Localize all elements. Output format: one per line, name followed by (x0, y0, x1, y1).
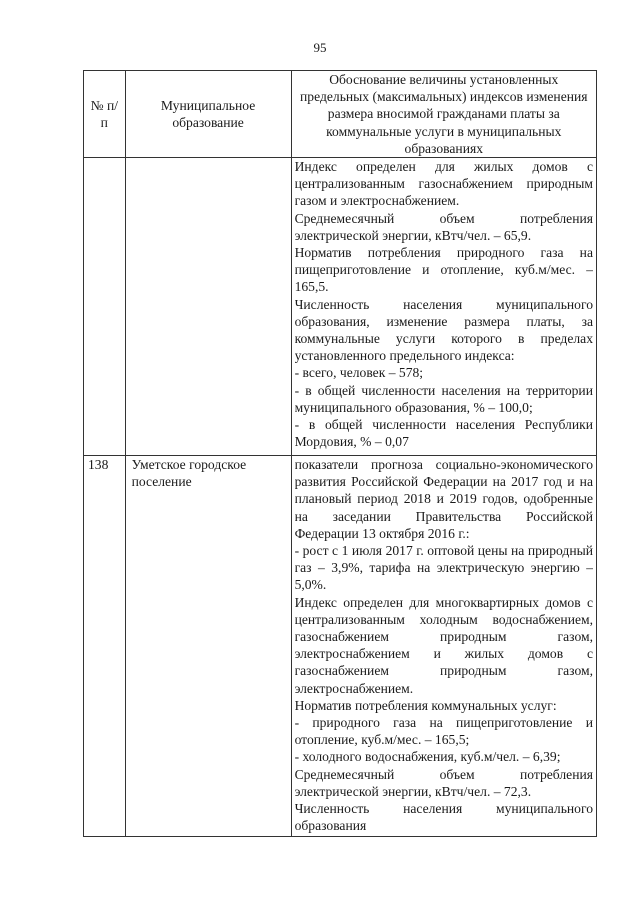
justification-line: - природного газа на пищеприготовление и отопление, куб.м/мес. – 165,5; (294, 715, 593, 748)
justification-line: Норматив потребления коммунальных услуг: (294, 697, 557, 713)
row-justification (291, 158, 596, 456)
indices-table (83, 70, 597, 837)
table-row (84, 456, 597, 837)
table-row (84, 158, 597, 456)
header-num: № п/п (84, 71, 126, 158)
justification-line: Индекс определен для многоквартирных домов с централизованным холодным водоснабжением, газоснабжением природным газом, электроснабжением и жилых домов с газоснабжением природным газом, электроснабжением. (294, 594, 593, 696)
justification-line: - рост с 1 июля 2017 г. оптовой цены на природный газ – 3,9%, тарифа на электрическую энергию – 5,0%. (294, 543, 593, 593)
header-justification: Обоснование величины установленных предельных (максимальных) индексов изменения размера вносимой гражданами платы за коммунальные услуги в муниципальных образованиях (291, 71, 596, 158)
header-municipality: Муниципальное образование (125, 71, 291, 158)
justification-line: показатели прогноза социально-экономического развития Российской Федерации на 2017 год и на плановый период 2018 и 2019 годов, одобренные на заседании Правительства Российской Федерации 13 октября 2016 г.: (294, 457, 593, 541)
row-municipality: Уметское городское поселение (125, 456, 291, 837)
justification-line: Норматив потребления природного газа на пищеприготовление и отопление, куб.м/мес. – 165,5. (294, 245, 593, 295)
table-header-row (84, 71, 597, 158)
row-municipality (125, 158, 291, 456)
justification-line: Среднемесячный объем потребления электрической энергии, кВтч/чел. – 65,9. (294, 210, 593, 243)
justification-line: - всего, человек – 578; (294, 365, 424, 381)
justification-line: - в общей численности населения на территории муниципального образования, % – 100,0; (294, 382, 593, 415)
justification-line: - в общей численности населения Республики Мордовия, % – 0,07 (294, 417, 593, 450)
justification-line: Численность населения муниципального образования, изменение размера платы, за коммунальные услуги которого в пределах установленного предельного индекса: (294, 296, 593, 364)
justification-line: Среднемесячный объем потребления электрической энергии, кВтч/чел. – 72,3. (294, 766, 593, 799)
page-number: 95 (313, 40, 327, 55)
justification-line: Индекс определен для жилых домов с централизованным газоснабжением природным газом и электроснабжением. (294, 159, 593, 209)
row-number: 138 (84, 456, 126, 837)
row-justification (291, 456, 596, 837)
row-number (84, 158, 126, 456)
justification-line: Численность населения муниципального образования (294, 801, 593, 834)
justification-line: - холодного водоснабжения, куб.м/чел. – 6,39; (294, 749, 561, 765)
